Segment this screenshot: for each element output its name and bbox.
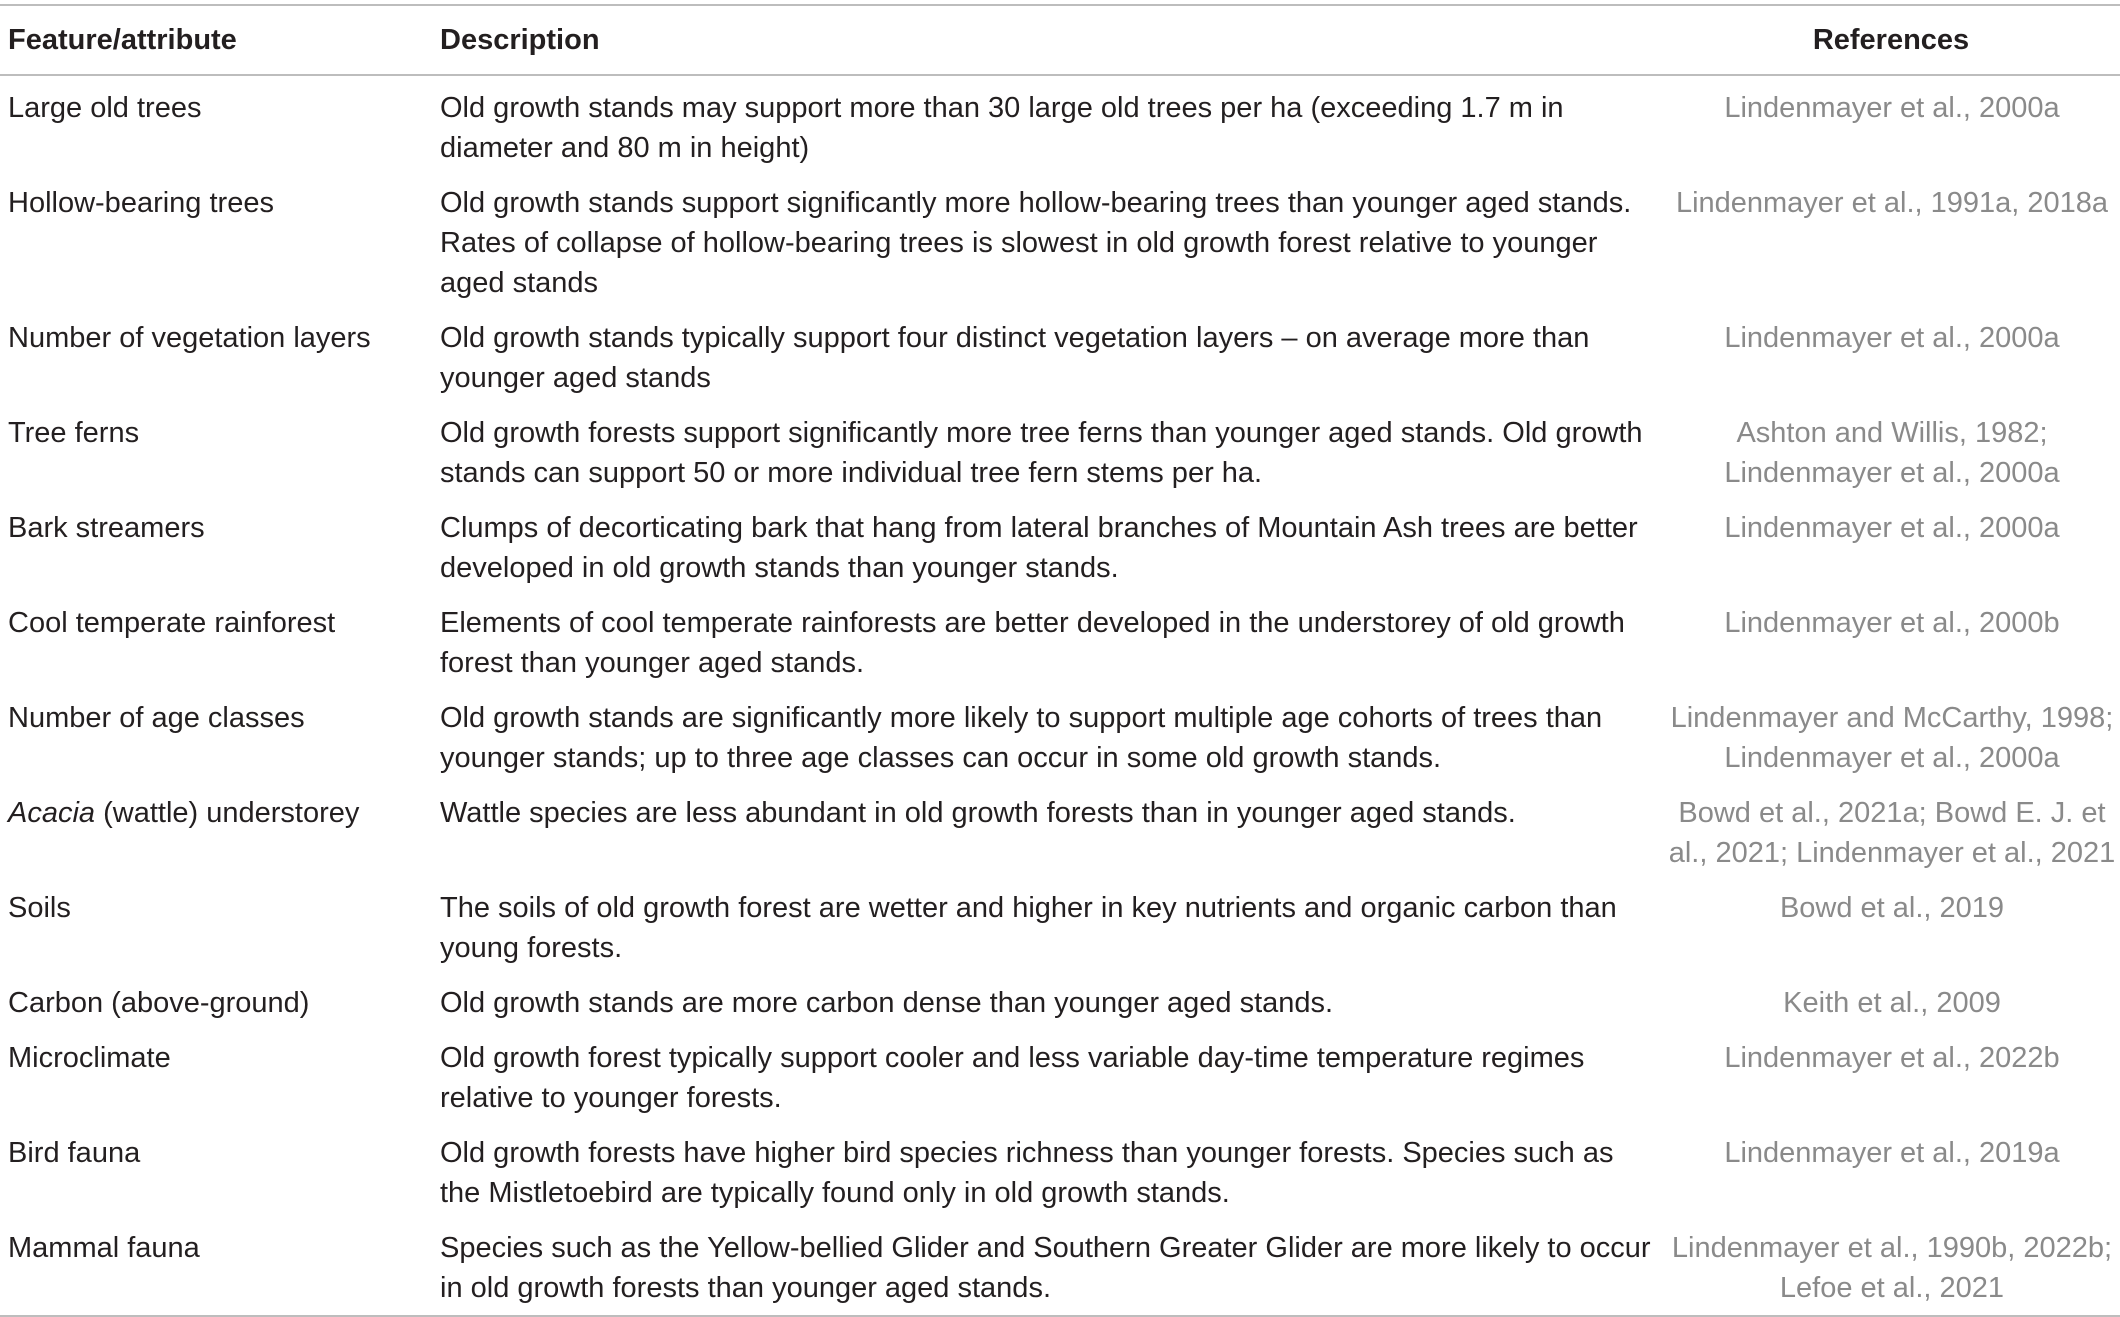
feature-cell: Bird fauna <box>8 1137 141 1169</box>
table-row <box>0 880 2120 975</box>
table-header <box>0 5 2120 75</box>
feature-cell: Carbon (above-ground) <box>8 987 310 1019</box>
references-cell: Lindenmayer et al., 1991a, 2018a <box>1675 187 2109 219</box>
feature-cell: Microclimate <box>8 1042 171 1074</box>
table-row <box>0 405 2120 500</box>
table-row <box>0 1030 2120 1125</box>
table-row <box>0 1220 2120 1316</box>
description-cell: Wattle species are less abundant in old growth forests than in younger aged stands. <box>440 797 1516 829</box>
references-cell: Lindenmayer et al., 2022b <box>1724 1042 2060 1074</box>
description-cell: Old growth forests have higher bird species richness than younger forests. Species such as the Mistletoebird are typically found only in old growth stands. <box>440 1137 1614 1209</box>
references-cell: Lindenmayer et al., 1990b, 2022b; Lefoe et al., 2021 <box>1671 1232 2113 1304</box>
feature-rest: (wattle) understorey <box>95 797 360 829</box>
feature-cell: Cool temperate rainforest <box>8 607 336 639</box>
description-cell: Old growth stands may support more than 30 large old trees per ha (exceeding 1.7 m in diameter and 80 m in height) <box>440 92 1564 164</box>
table-row <box>0 690 2120 785</box>
table-body <box>0 75 2120 1316</box>
references-cell: Lindenmayer et al., 2000b <box>1724 607 2060 639</box>
description-cell: Elements of cool temperate rainforests are better developed in the understorey of old growth forest than younger aged stands. <box>440 607 1625 679</box>
feature-genus-italic: Acacia <box>8 797 96 829</box>
feature-cell: Soils <box>8 892 71 924</box>
references-cell: Lindenmayer et al., 2019a <box>1724 1137 2060 1169</box>
references-cell: Bowd et al., 2019 <box>1779 892 2005 924</box>
table-row <box>0 175 2120 310</box>
table-row <box>0 500 2120 595</box>
references-cell: Lindenmayer et al., 2000a <box>1724 92 2060 124</box>
table-row <box>0 975 2120 1030</box>
references-cell: Bowd et al., 2021a; Bowd E. J. et al., 2021; Lindenmayer et al., 2021 <box>1668 797 2116 869</box>
references-cell: Lindenmayer and McCarthy, 1998; Lindenmayer et al., 2000a <box>1670 702 2114 774</box>
references-cell: Ashton and Willis, 1982; Lindenmayer et al., 2000a <box>1724 417 2060 489</box>
header-feature: Feature/attribute <box>8 24 237 56</box>
description-cell: Clumps of decorticating bark that hang from lateral branches of Mountain Ash trees are better developed in old growth stands than younger stands. <box>440 512 1638 584</box>
feature-cell: Mammal fauna <box>8 1232 200 1264</box>
feature-cell: Bark streamers <box>8 512 205 544</box>
header-row <box>0 5 2120 75</box>
references-cell: Keith et al., 2009 <box>1783 987 2001 1019</box>
description-cell: Old growth stands are more carbon dense than younger aged stands. <box>440 987 1334 1019</box>
description-cell: The soils of old growth forest are wetter and higher in key nutrients and organic carbon than young forests. <box>440 892 1617 964</box>
description-cell: Old growth forest typically support cooler and less variable day-time temperature regimes relative to younger forests. <box>440 1042 1585 1114</box>
description-cell: Old growth stands typically support four distinct vegetation layers – on average more than younger aged stands <box>440 322 1590 394</box>
old-growth-attributes-table-container <box>0 4 2120 1317</box>
table-row <box>0 785 2120 880</box>
header-references: References <box>1812 24 1970 56</box>
description-cell: Old growth stands support significantly more hollow-bearing trees than younger aged stands. Rates of collapse of hollow-bearing trees is slowest in old growth forest relative to younger aged stands <box>440 187 1632 299</box>
references-cell: Lindenmayer et al., 2000a <box>1724 512 2060 544</box>
table-row <box>0 310 2120 405</box>
table-row <box>0 75 2120 175</box>
description-cell: Old growth stands are significantly more likely to support multiple age cohorts of trees than younger stands; up to three age classes can occur in some old growth stands. <box>440 702 1603 774</box>
description-cell: Old growth forests support significantly more tree ferns than younger aged stands. Old growth stands can support 50 or more individual tree fern stems per ha. <box>440 417 1643 489</box>
feature-cell: Tree ferns <box>8 417 140 449</box>
feature-cell: Number of vegetation layers <box>8 322 371 354</box>
references-cell: Lindenmayer et al., 2000a <box>1724 322 2060 354</box>
header-description: Description <box>440 24 600 56</box>
table-row <box>0 595 2120 690</box>
feature-cell: Hollow-bearing trees <box>8 187 274 219</box>
feature-cell: Large old trees <box>8 92 202 124</box>
table-row <box>0 1125 2120 1220</box>
feature-cell <box>0 785 432 880</box>
feature-cell: Number of age classes <box>8 702 305 734</box>
old-growth-attributes-table <box>0 4 2120 1317</box>
description-cell: Species such as the Yellow-bellied Glider and Southern Greater Glider are more likely to occur in old growth forests than younger aged stands. <box>440 1232 1651 1304</box>
